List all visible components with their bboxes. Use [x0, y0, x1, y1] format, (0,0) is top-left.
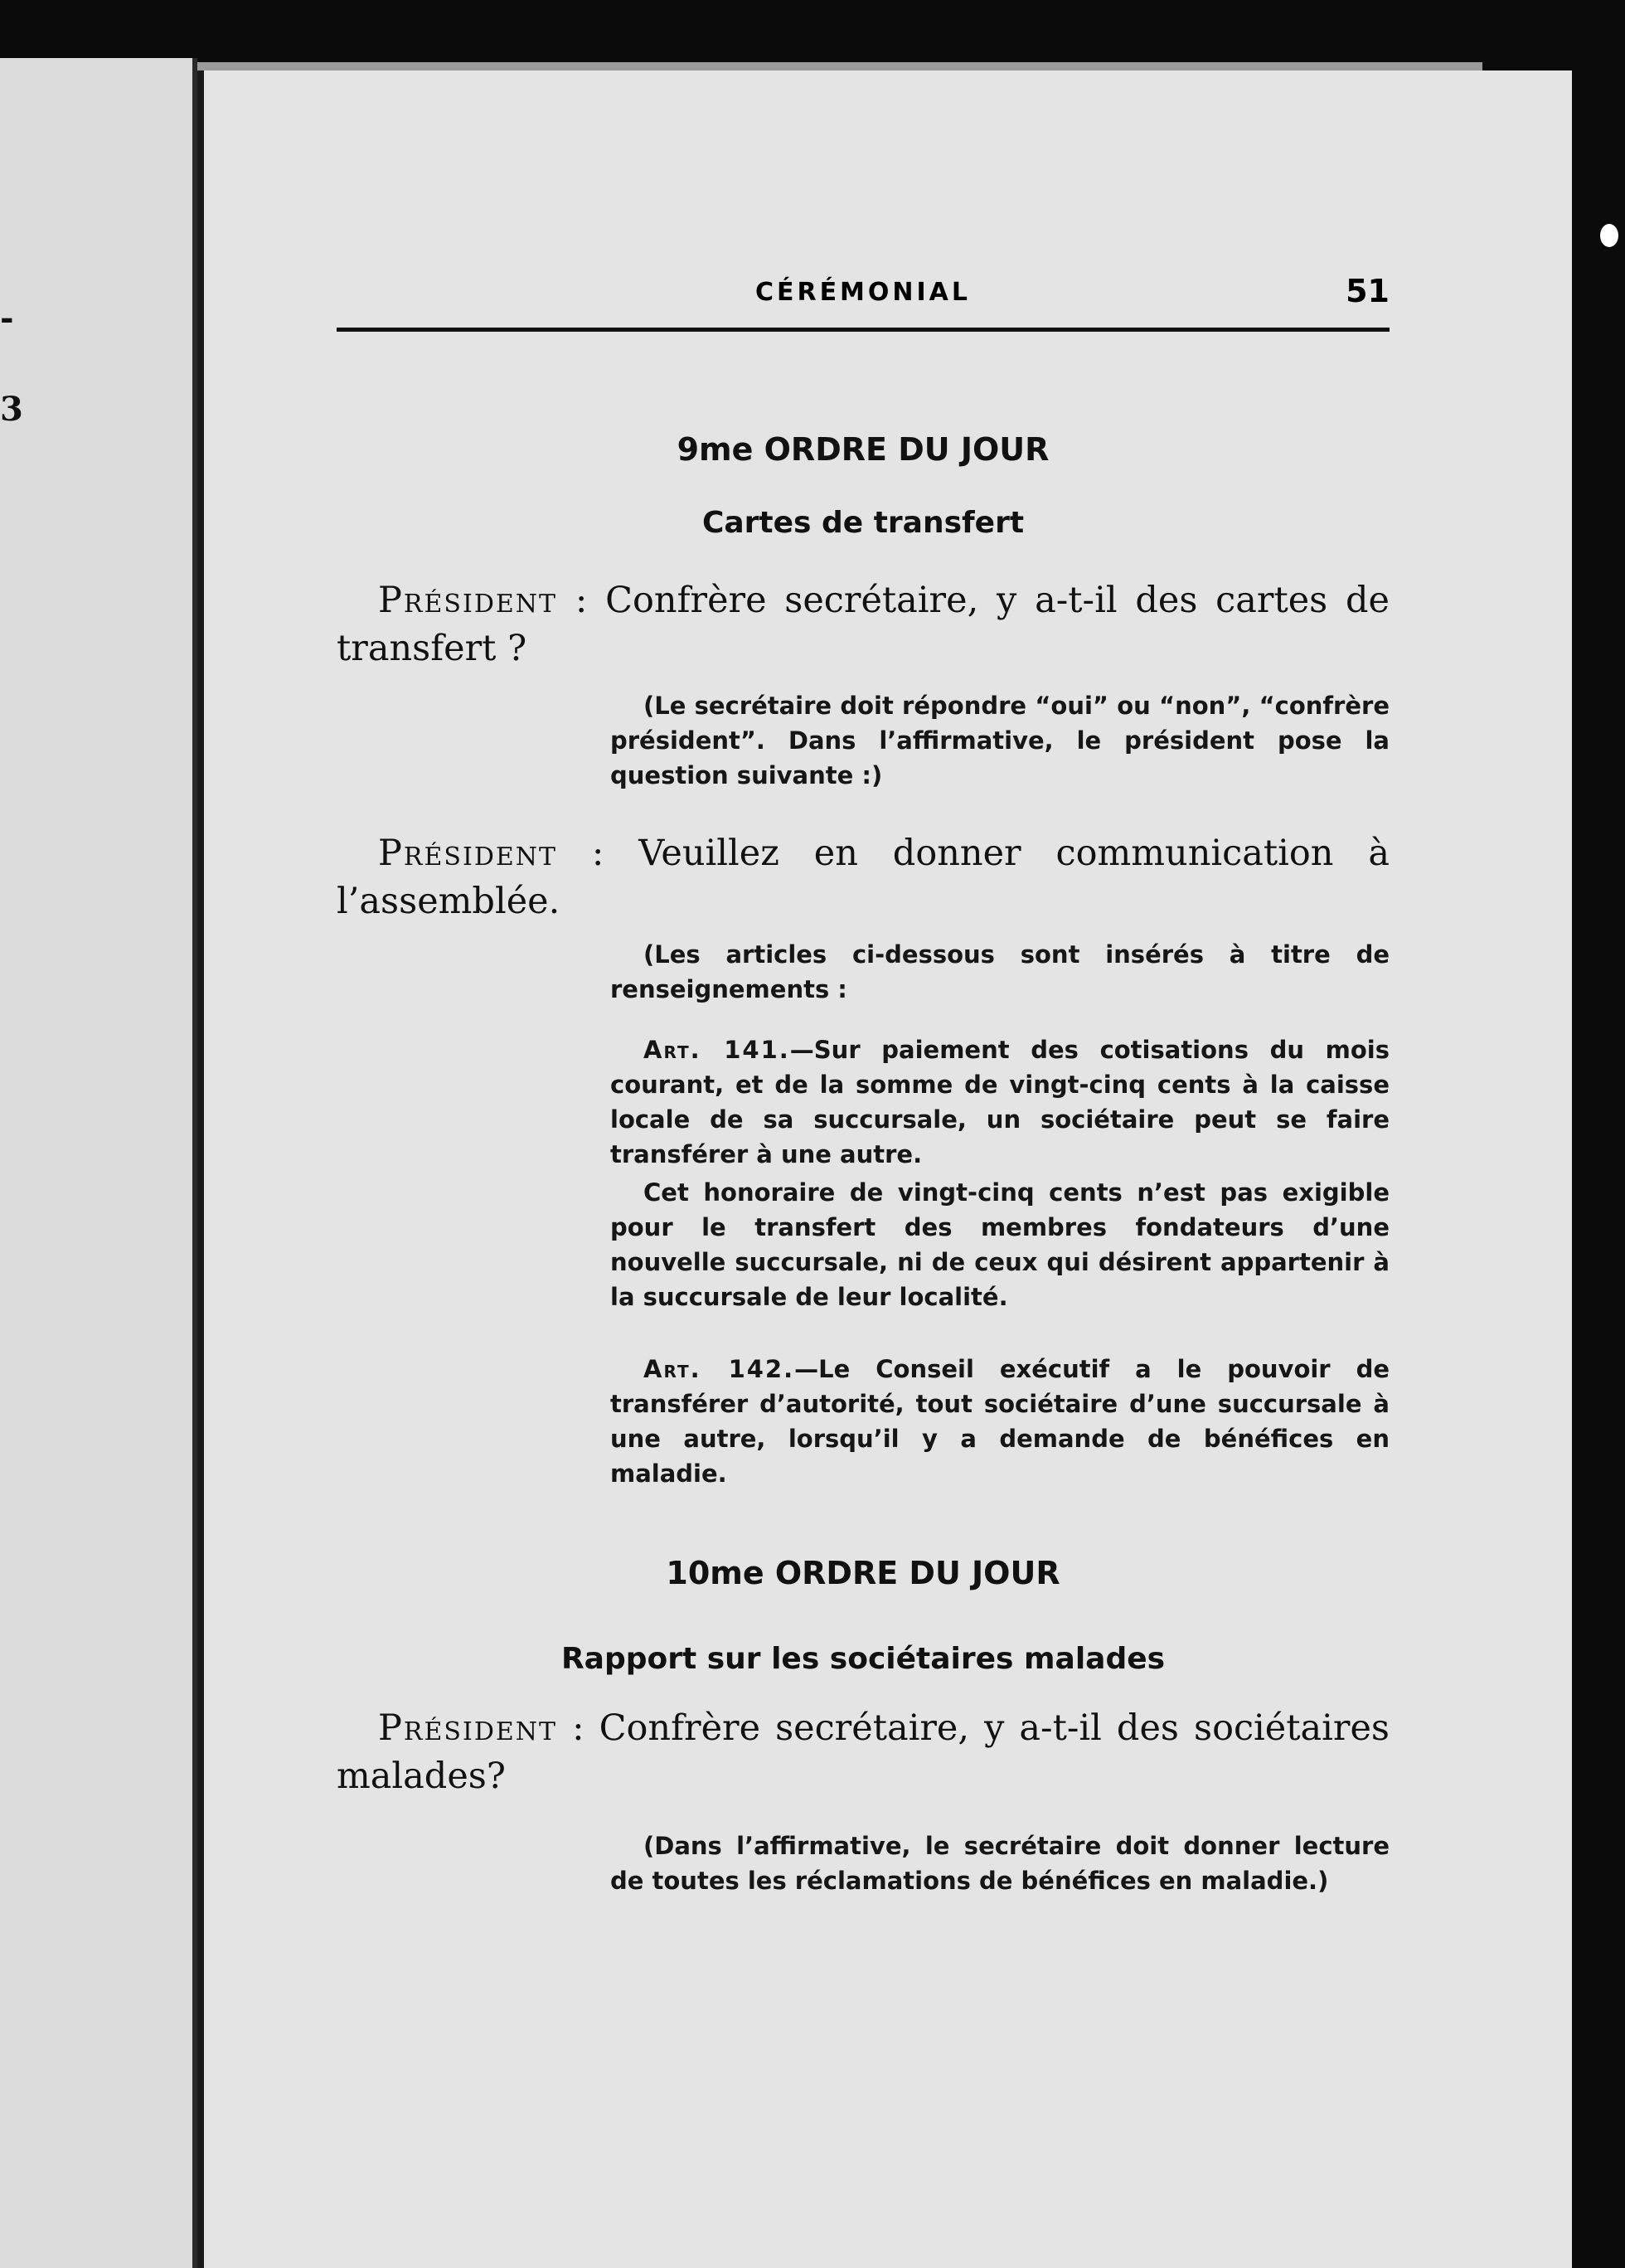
stage-note-1 [610, 688, 1390, 793]
article-paragraph: Cet honoraire de vingt-cinq cents n’est pas exigible pour le transfert des membres fondateurs d’une nouvelle succursale, ni de ceux qui désirent appartenir à la succursale de leur localité. [610, 1178, 1390, 1311]
section-subtitle-10: Rapport sur les sociétaires malades [560, 1642, 1166, 1676]
book-page [197, 70, 1572, 2268]
article-142 [610, 1352, 1390, 1491]
speech-president-1: Président : Confrère secrétaire, y a-t-il des cartes de transfert ? [337, 580, 1390, 669]
speaker-label: Président [378, 580, 558, 621]
section-title-9: 9me ORDRE DU JOUR [677, 431, 1050, 468]
stage-note-text: (Dans l’affirmative, le secrétaire doit donner lecture de toutes les réclamations de bénéfices en maladie.) [610, 1832, 1390, 1895]
article-label: Art. 142. [643, 1355, 795, 1383]
stage-note-2 [610, 937, 1390, 1007]
section-title-10: 10me ORDRE DU JOUR [666, 1555, 1060, 1591]
running-title: CÉRÉMONIAL [754, 278, 972, 307]
speech-text: Confrère secrétaire, y a-t-il des cartes de transfert ? [337, 580, 1390, 669]
stage-note-3 [610, 1828, 1390, 1898]
punch-hole [1600, 224, 1618, 247]
speech-text: Veuillez en donner communication à l’assemblée. [337, 833, 1390, 922]
article-paragraph: —Sur paiement des cotisations du mois courant, et de la somme de vingt-cinq cents à la caisse locale de sa succursale, un sociétaire peut se faire transférer à une autre. [610, 1036, 1390, 1168]
speech-text: Confrère secrétaire, y a-t-il des sociétaires malades? [337, 1707, 1390, 1797]
speech-president-2: Président : Veuillez en donner communication à l’assemblée. [337, 833, 1390, 922]
section-subtitle-9: Cartes de transfert [701, 506, 1025, 540]
left-margin-mark-2: 3 [0, 390, 23, 429]
left-facing-page [0, 58, 197, 2268]
running-header [337, 273, 1390, 332]
article-141 [610, 1032, 1390, 1314]
stage-note-text: (Le secrétaire doit répondre “oui” ou “non”, “confrère président”. Dans l’affirmative, le président pose la question suivante :) [610, 692, 1390, 789]
speech-president-3: Président : Confrère secrétaire, y a-t-il des sociétaires malades? [337, 1707, 1390, 1797]
page-number: 51 [1346, 273, 1390, 309]
article-label: Art. 141. [643, 1036, 790, 1064]
article-paragraph: —Le Conseil exécutif a le pouvoir de transférer d’autorité, tout sociétaire d’une succursale à une autre, lorsqu’il y a demande de bénéfices en maladie. [610, 1355, 1390, 1488]
speaker-label: Président [378, 833, 558, 874]
stage-note-text: (Les articles ci-dessous sont insérés à titre de renseignements : [610, 940, 1390, 1003]
left-margin-mark-1: - [0, 299, 14, 338]
speaker-label: Président [378, 1707, 558, 1749]
